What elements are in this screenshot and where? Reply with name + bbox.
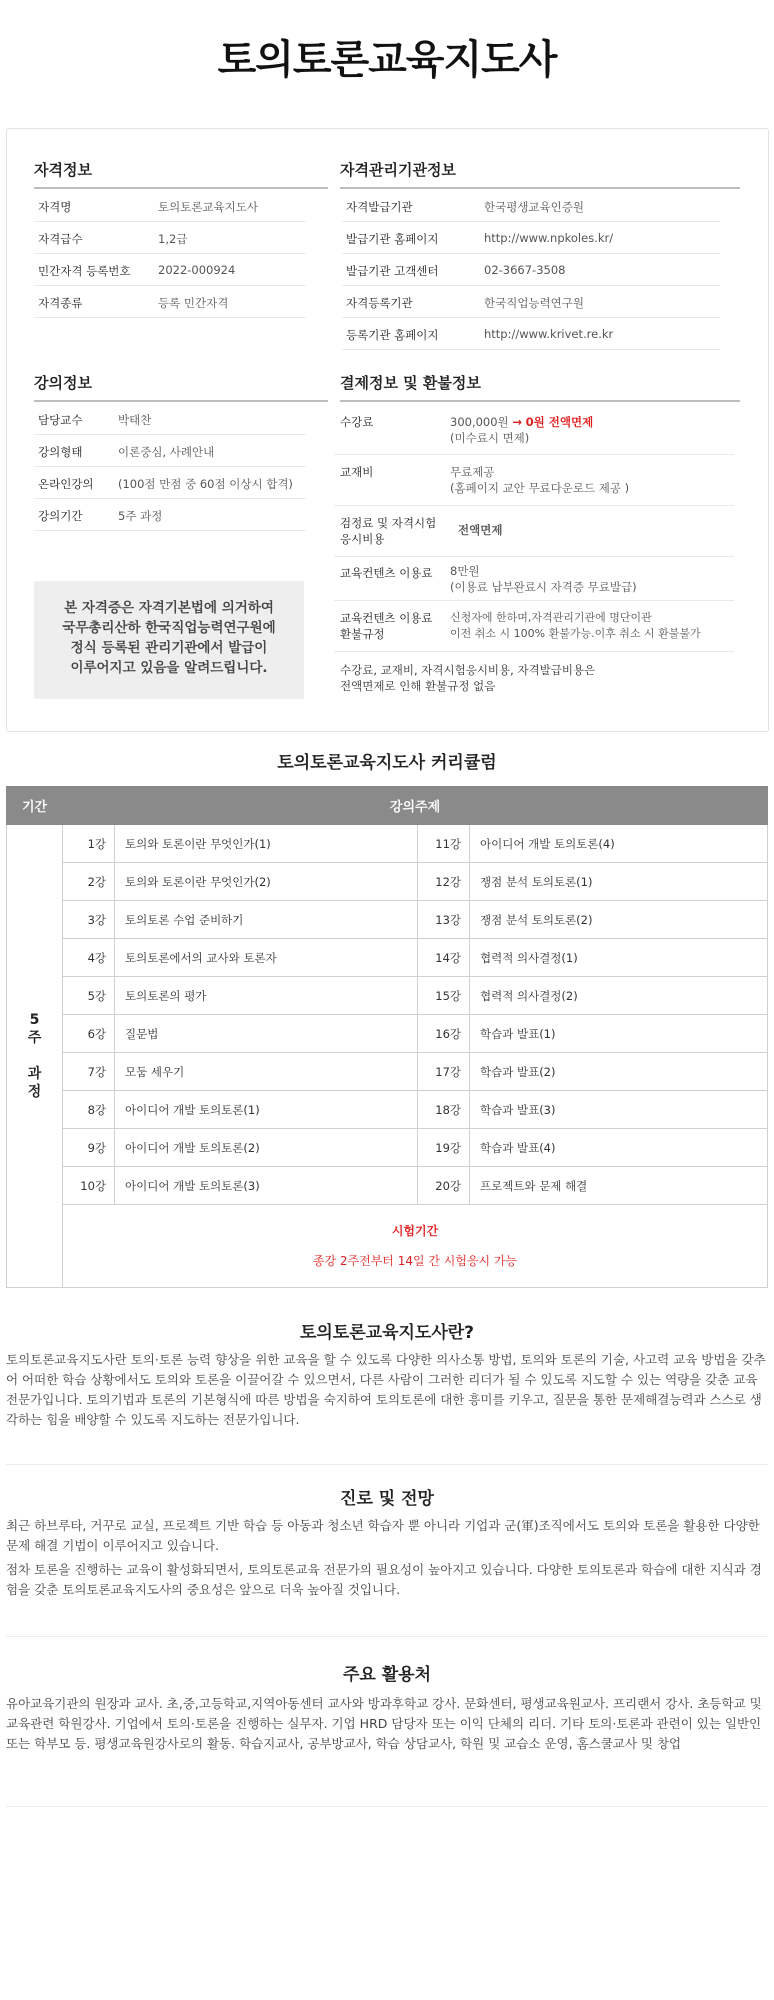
- lesson-number: 5강: [63, 977, 115, 1015]
- row-value: 02-3667-3508: [484, 263, 566, 277]
- lesson-topic: 학습과 발표(2): [470, 1053, 768, 1091]
- agency-list: [342, 190, 720, 350]
- row-value: 박태찬: [118, 413, 152, 427]
- payment-row-exam: [334, 506, 734, 557]
- row-key: 민간자격 등록번호: [38, 264, 131, 278]
- refund-summary: [340, 662, 595, 694]
- table-row: [7, 939, 768, 977]
- tuition-value: [450, 414, 593, 430]
- table-row: [7, 977, 768, 1015]
- curriculum-table: [6, 786, 768, 1288]
- row-value: 2022-000924: [158, 263, 236, 277]
- arrow-icon: →: [512, 415, 522, 429]
- row-key: 자격급수: [38, 232, 83, 246]
- row-key: 자격발급기관: [346, 200, 413, 214]
- lecture-row: [34, 499, 306, 531]
- exam-desc: 종강 2주전부터 14일 간 시험응시 가능: [312, 1254, 518, 1268]
- lesson-number: 12강: [418, 863, 470, 901]
- refund-label-line: 환불규정: [340, 627, 385, 641]
- lesson-topic: 토의토론 수업 준비하기: [115, 901, 418, 939]
- refund-line: 이전 취소 시 100% 환불가능.이후 취소 시 환불불가: [450, 627, 701, 640]
- period-char: 5: [29, 1012, 40, 1028]
- row-key: 자격등록기관: [346, 296, 413, 310]
- tuition-sub: (미수료시 면제): [450, 431, 530, 445]
- tuition-price: 300,000원: [450, 415, 509, 429]
- usage-heading: 주요 활용처: [342, 1665, 432, 1685]
- table-row: [7, 825, 768, 863]
- table-row: [7, 1015, 768, 1053]
- material-value: 무료제공: [450, 465, 495, 479]
- exam-row: [7, 1205, 768, 1288]
- table-row: [7, 1167, 768, 1205]
- qualification-row: [34, 286, 306, 318]
- period-char: 주: [27, 1030, 42, 1046]
- lesson-number: 2강: [63, 863, 115, 901]
- curriculum-body: [7, 825, 768, 1288]
- period-spacer: [8, 1047, 61, 1065]
- payment-heading: 결제정보 및 환불정보: [340, 372, 740, 402]
- registry-homepage-link[interactable]: http://www.krivet.re.kr: [484, 327, 614, 341]
- tuition-free: 0원 전액면제: [525, 415, 594, 429]
- summary-line: 전액면제로 인해 환불규정 없음: [340, 679, 496, 693]
- row-value: 한국평생교육인증원: [484, 200, 584, 214]
- lesson-number: 16강: [418, 1015, 470, 1053]
- payment-row-summary: [334, 652, 734, 696]
- agency-row: [342, 318, 720, 350]
- table-row: [7, 901, 768, 939]
- lesson-topic: 학습과 발표(4): [470, 1129, 768, 1167]
- lecture-row: [34, 467, 306, 499]
- lesson-topic: 협력적 의사결정(2): [470, 977, 768, 1015]
- lesson-topic: 모둠 세우기: [115, 1053, 418, 1091]
- table-row: [7, 1129, 768, 1167]
- lesson-topic: 아이디어 개발 토의토론(2): [115, 1129, 418, 1167]
- lesson-number: 8강: [63, 1091, 115, 1129]
- divider: [6, 1464, 768, 1465]
- table-row: [7, 1053, 768, 1091]
- lesson-topic: 아이디어 개발 토의토론(1): [115, 1091, 418, 1129]
- period-char: 과: [27, 1066, 42, 1082]
- row-key: 자격명: [38, 200, 72, 214]
- exam-value: 전액면제: [458, 523, 503, 537]
- payment-row-material: [334, 455, 734, 506]
- lesson-number: 14강: [418, 939, 470, 977]
- lesson-topic: 학습과 발표(1): [470, 1015, 768, 1053]
- row-key: 수강료: [340, 415, 374, 429]
- payment-row-refund: [334, 601, 734, 652]
- lesson-number: 20강: [418, 1167, 470, 1205]
- agency-heading: 자격관리기관정보: [340, 159, 740, 189]
- row-key: [340, 515, 436, 547]
- agency-row: [342, 254, 720, 286]
- qualification-list: [34, 190, 306, 318]
- lesson-number: 10강: [63, 1167, 115, 1205]
- row-value: 등록 민간자격: [158, 296, 229, 310]
- row-key: 교재비: [340, 465, 374, 479]
- period-cell: [7, 825, 63, 1288]
- notice-line: 정식 등록된 관리기관에서 발급이: [70, 640, 268, 656]
- lecture-row: [34, 403, 306, 435]
- notice-line: 국무총리산하 한국직업능력연구원에: [62, 620, 276, 636]
- about-heading: 토의토론교육지도사란?: [299, 1323, 475, 1343]
- lesson-number: 4강: [63, 939, 115, 977]
- qualification-row: [34, 190, 306, 222]
- about-text: 토의토론교육지도사란 토의·토론 능력 향상을 위한 교육을 할 수 있도록 다양한 의사소통 방법, 토의와 토론의 기술, 사고력 교육 방법을 갖추어 어떠한 학습 상황에서도 토의와 토론을 이끌어갈 수 있으면서, 다른 사람이 그러한 리더가 될 수 있도록 지도할 수 있는 역량을 갖춘 교육전문가입니다. 토의기법과 토론의 기본형식에 따른 방법을 숙지하여 토의토론에 대한 흥미를 키우고, 질문을 통한 문제해결능력과 스스로 생각하는 힘을 배양할 수 있도록 지도하는 전문가입니다.: [6, 1352, 766, 1427]
- qualification-row: [34, 254, 306, 286]
- period-char: 정: [27, 1084, 42, 1100]
- agency-row: [342, 286, 720, 318]
- lesson-number: 15강: [418, 977, 470, 1015]
- summary-line: 수강료, 교재비, 자격시험응시비용, 자격발급비용은: [340, 663, 596, 677]
- lesson-topic: 학습과 발표(3): [470, 1091, 768, 1129]
- career-text-1: 최근 하브루타, 거꾸로 교실, 프로젝트 기반 학습 등 아동과 청소년 학습자 뿐 아니라 기업과 군(軍)조직에서도 토의와 토론을 활용한 다양한 문제 해결 기법이 이루어지고 있습니다.: [6, 1518, 760, 1553]
- usage-text: 유아교육기관의 원장과 교사. 초,중,고등학교,지역아동센터 교사와 방과후학교 강사. 문화센터, 평생교육원교사. 프리랜서 강사. 초등학교 및 교육관련 학원강사. 기업에서 토의·토론을 진행하는 실무자. 기업 HRD 담당자 또는 이익 단체의 리더. 기타 토의·토론과 관련이 있는 일반인 또는 학부모 등. 평생교육원강사로의 활동. 학습지교사, 공부방교사, 학습 상담교사, 학원 및 교습소 운영, 홈스쿨교사 및 창업: [6, 1696, 762, 1751]
- agency-homepage-link[interactable]: http://www.npkoles.kr/: [484, 231, 614, 245]
- refund-label-line: 교육컨텐츠 이용료: [340, 611, 433, 625]
- row-key: 교육컨텐츠 이용료: [340, 566, 433, 580]
- lesson-topic: 토의토론에서의 교사와 토론자: [115, 939, 418, 977]
- lesson-topic: 프로젝트와 문제 해결: [470, 1167, 768, 1205]
- row-key: 강의형태: [38, 445, 83, 459]
- lesson-topic: 쟁점 분석 토의토론(2): [470, 901, 768, 939]
- lecture-heading: 강의정보: [34, 372, 328, 402]
- row-key: 자격종류: [38, 296, 83, 310]
- curriculum-title: 토의토론교육지도사 커리큘럼: [277, 753, 497, 773]
- table-row: [7, 863, 768, 901]
- lesson-number: 9강: [63, 1129, 115, 1167]
- exam-cell: [63, 1205, 768, 1288]
- divider: [6, 1806, 768, 1807]
- lesson-topic: 아이디어 개발 토의토론(3): [115, 1167, 418, 1205]
- lesson-topic: 쟁점 분석 토의토론(1): [470, 863, 768, 901]
- row-value: 1,2급: [158, 232, 188, 246]
- row-value: 한국직업능력연구원: [484, 296, 584, 310]
- content-value: 8만원: [450, 564, 480, 578]
- qualification-row: [34, 222, 306, 254]
- notice-line: 이루어지고 있음을 알려드립니다.: [70, 660, 268, 676]
- exam-label-line: 검정료 및 자격시험: [340, 516, 437, 530]
- row-key: 온라인강의: [38, 477, 94, 491]
- lesson-number: 6강: [63, 1015, 115, 1053]
- lesson-topic: 아이디어 개발 토의토론(4): [470, 825, 768, 863]
- agency-row: [342, 222, 720, 254]
- row-key: 발급기관 홈페이지: [346, 232, 439, 246]
- row-key: 발급기관 고객센터: [346, 264, 439, 278]
- lesson-number: 3강: [63, 901, 115, 939]
- material-sub: (홈페이지 교안 무료다운로드 제공 ): [450, 481, 630, 495]
- lesson-number: 17강: [418, 1053, 470, 1091]
- career-heading: 진로 및 전망: [340, 1489, 434, 1509]
- lecture-list: [34, 403, 306, 531]
- row-value: (100점 만점 중 60점 이상시 합격): [118, 477, 293, 491]
- agency-row: [342, 190, 720, 222]
- row-key: 강의기간: [38, 509, 83, 523]
- lecture-row: [34, 435, 306, 467]
- page-title: 토의토론교육지도사: [217, 37, 557, 83]
- payment-row-content: [334, 557, 734, 601]
- row-value: 이론중심, 사례안내: [118, 445, 215, 459]
- lesson-number: 11강: [418, 825, 470, 863]
- lesson-topic: 토의와 토론이란 무엇인가(1): [115, 825, 418, 863]
- row-key: 등록기관 홈페이지: [346, 328, 439, 342]
- lesson-topic: 협력적 의사결정(1): [470, 939, 768, 977]
- refund-line: 신청자에 한하며,자격관리기관에 명단이관: [450, 611, 652, 624]
- table-header: [7, 787, 768, 825]
- lesson-number: 13강: [418, 901, 470, 939]
- row-key: [340, 610, 433, 642]
- qualification-heading: 자격정보: [34, 159, 328, 189]
- col-period: 기간: [7, 787, 63, 825]
- career-text-2: 점차 토론을 진행하는 교육이 활성화되면서, 토의토론교육 전문가의 필요성이 높아지고 있습니다. 다양한 토의토론과 학습에 대한 지식과 경험을 갖춘 토의토론교육지도사의 중요성은 앞으로 더욱 높아질 것입니다.: [6, 1562, 762, 1597]
- table-row: [7, 1091, 768, 1129]
- lesson-topic: 토의토론의 평가: [115, 977, 418, 1015]
- exam-title: 시험기간: [391, 1224, 439, 1238]
- payment-row-tuition: [334, 402, 734, 455]
- row-key: 담당교수: [38, 413, 83, 427]
- refund-value: [450, 610, 701, 642]
- lesson-topic: 토의와 토론이란 무엇인가(2): [115, 863, 418, 901]
- payment-list: [334, 402, 734, 696]
- lesson-number: 7강: [63, 1053, 115, 1091]
- lesson-topic: 질문법: [115, 1015, 418, 1053]
- row-value: 5주 과정: [118, 509, 163, 523]
- lesson-number: 19강: [418, 1129, 470, 1167]
- col-topic: 강의주제: [63, 787, 768, 825]
- lesson-number: 1강: [63, 825, 115, 863]
- notice-box: [34, 581, 304, 699]
- notice-line: 본 자격증은 자격기본법에 의거하여: [64, 600, 274, 616]
- row-value: 토의토론교육지도사: [158, 200, 258, 214]
- content-sub: (이용료 납부완료시 자격증 무료발급): [450, 580, 637, 594]
- exam-label-line: 응시비용: [340, 532, 385, 546]
- lesson-number: 18강: [418, 1091, 470, 1129]
- divider: [6, 1636, 768, 1637]
